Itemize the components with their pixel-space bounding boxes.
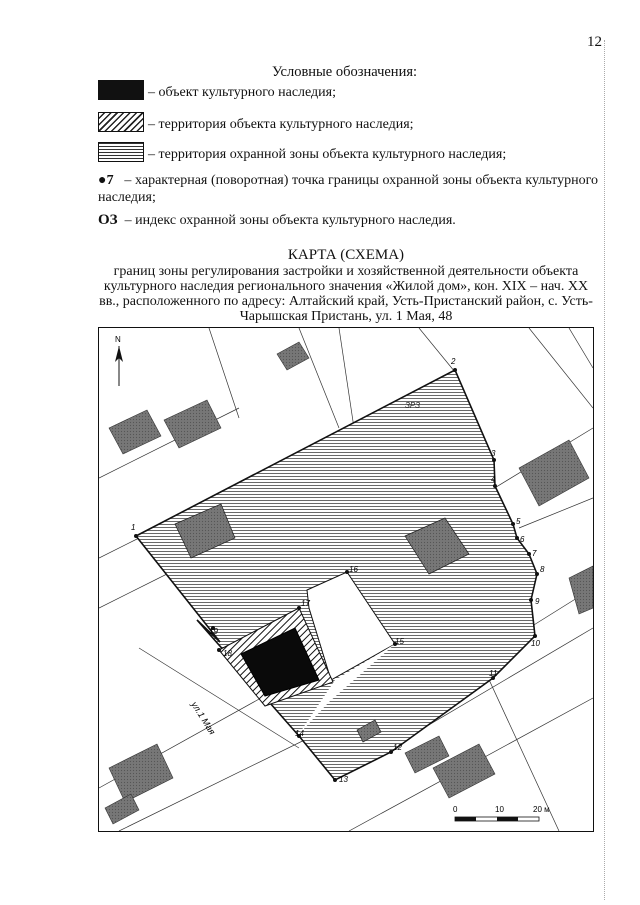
boundary-point-8	[535, 565, 545, 576]
page-number: 12	[587, 34, 602, 50]
legend-item-zone-index	[98, 212, 598, 229]
boundary-point-14	[295, 729, 304, 738]
svg-text:13: 13	[339, 775, 348, 784]
svg-text:1: 1	[131, 523, 136, 532]
legend-item-label: – территория охранной зоны объекта культурного наследия;	[148, 147, 507, 162]
legend-item-heritage-object	[98, 80, 336, 101]
svg-text:3: 3	[491, 449, 496, 458]
map-subtitle: границ зоны регулирования застройки и хозяйственной деятельности объекта культурного наследия регионального значения «Жилой дом», кон. XIX – нач. XX вв., расположенного по адресу: Алтайский край, Усть-Пристанский район, с. Усть-Чарышская Пристань, ул. 1 Мая, 48	[99, 264, 593, 324]
site-map	[99, 328, 593, 831]
zone-label: ЗРЗ	[405, 401, 420, 410]
svg-text:7: 7	[532, 549, 537, 558]
svg-text:15: 15	[395, 637, 404, 646]
svg-text:8: 8	[540, 565, 545, 574]
scale-label-10: 10	[495, 805, 504, 814]
zone-index-symbol: ОЗ	[98, 212, 118, 228]
legend-swatch-protection	[98, 142, 144, 162]
svg-text:4: 4	[491, 475, 496, 484]
legend-index-text: – индекс охранной зоны объекта культурного наследия.	[124, 213, 456, 228]
legend-item-boundary-point	[98, 172, 598, 206]
map-heading	[96, 248, 596, 324]
boundary-point-18	[217, 648, 232, 658]
map-title: КАРТА (СХЕМА)	[287, 247, 405, 263]
boundary-point-symbol: ●7	[98, 173, 114, 188]
svg-text:16: 16	[349, 565, 358, 574]
svg-text:17: 17	[301, 599, 310, 608]
svg-text:2: 2	[451, 357, 456, 366]
svg-text:14: 14	[295, 729, 304, 738]
svg-text:10: 10	[531, 639, 540, 648]
svg-text:12: 12	[393, 743, 402, 752]
boundary-point-19	[209, 626, 218, 636]
svg-text:18: 18	[223, 649, 232, 658]
scale-bar	[453, 805, 550, 821]
north-label: N	[115, 335, 121, 344]
svg-text:6: 6	[520, 535, 525, 544]
legend-swatch-heritage	[98, 80, 144, 100]
street-label: ул.1 Мая	[189, 699, 218, 737]
legend-title: Условные обозначения:	[272, 64, 418, 80]
page-edge-dotted-line	[604, 40, 605, 900]
scale-label-20: 20 м	[533, 805, 550, 814]
svg-text:11: 11	[489, 669, 498, 678]
boundary-point-2	[450, 357, 457, 372]
legend-item-protection-zone	[98, 142, 506, 163]
north-arrow	[115, 335, 123, 386]
map-frame	[98, 327, 594, 832]
svg-text:5: 5	[516, 517, 521, 526]
legend-item-heritage-territory	[98, 112, 414, 133]
legend-swatch-territory	[98, 112, 144, 132]
scale-label-0: 0	[453, 805, 458, 814]
boundary-point-1	[131, 523, 138, 538]
svg-text:9: 9	[535, 597, 540, 606]
svg-text:19: 19	[209, 627, 218, 636]
legend-item-label: – объект культурного наследия;	[148, 85, 336, 100]
boundary-point-15	[393, 637, 404, 646]
legend-item-label: – территория объекта культурного наследия;	[148, 117, 414, 132]
legend-point-text: – характерная (поворотная) точка границы охранной зоны объекта культурного наследия;	[98, 173, 599, 205]
